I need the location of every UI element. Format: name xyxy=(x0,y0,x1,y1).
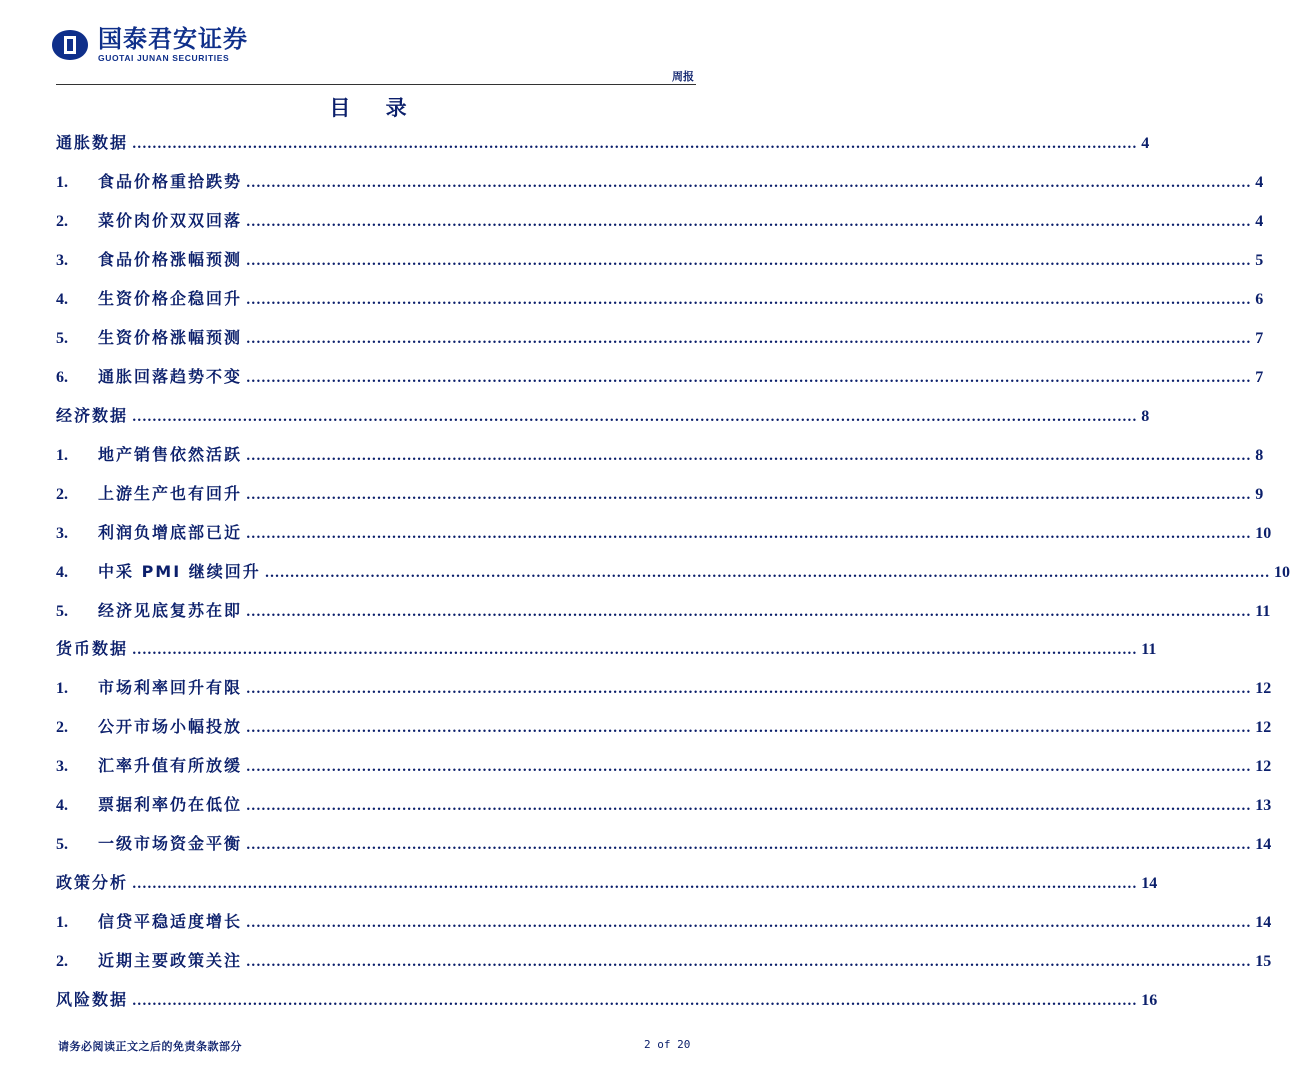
toc-entry[interactable] xyxy=(56,635,1157,659)
toc-entry-label[interactable]: 食品价格重拾跌势 xyxy=(98,172,243,191)
toc-title: 目 录 xyxy=(329,96,421,120)
toc-entry-page: 10 xyxy=(1273,564,1290,581)
toc-entry-label[interactable]: 中采 PMI 继续回升 xyxy=(98,562,261,581)
toc-entry[interactable] xyxy=(56,246,1264,270)
toc-leader-dots: ........................................................................................................................................................................................................ xyxy=(246,838,1252,853)
toc-entry-page: 9 xyxy=(1255,486,1264,503)
toc-entry[interactable] xyxy=(56,168,1264,192)
toc-entry-number: 4. xyxy=(56,564,68,581)
toc-entry[interactable] xyxy=(56,752,1272,776)
toc-entry[interactable] xyxy=(56,674,1272,698)
toc-leader-dots: ........................................................................................................................................................................................................ xyxy=(132,643,1138,658)
toc-entry-page: 14 xyxy=(1255,836,1272,853)
toc-entry-page: 4 xyxy=(1141,135,1150,152)
toc-entry-page: 13 xyxy=(1255,797,1272,814)
report-type-label: 周报 xyxy=(672,70,694,83)
toc-entry-label[interactable]: 经济数据 xyxy=(56,406,129,425)
toc-leader-dots: ........................................................................................................................................................................................................ xyxy=(132,410,1138,425)
toc-entry-number: 2. xyxy=(56,719,68,736)
toc-entry-label[interactable]: 政策分析 xyxy=(56,873,129,892)
toc-leader-dots: ........................................................................................................................................................................................................ xyxy=(246,371,1252,386)
toc-entry-number: 1. xyxy=(56,447,68,464)
toc-entry-label[interactable]: 地产销售依然活跃 xyxy=(98,445,243,464)
toc-entry-label[interactable]: 市场利率回升有限 xyxy=(98,678,243,697)
toc-entry-page: 14 xyxy=(1141,875,1158,892)
company-name-en: GUOTAI JUNAN SECURITIES xyxy=(98,53,230,63)
toc-entry-label[interactable]: 货币数据 xyxy=(56,639,129,658)
toc-leader-dots: ........................................................................................................................................................................................................ xyxy=(246,760,1252,775)
toc-leader-dots: ........................................................................................................................................................................................................ xyxy=(246,488,1252,503)
toc-entry-page: 7 xyxy=(1255,330,1264,347)
toc-entry-number: 2. xyxy=(56,486,68,503)
toc-leader-dots: ........................................................................................................................................................................................................ xyxy=(132,877,1138,892)
toc-entry[interactable] xyxy=(56,285,1264,309)
toc-entry-number: 1. xyxy=(56,680,68,697)
toc-entry-page: 12 xyxy=(1255,719,1272,736)
toc-entry-number: 1. xyxy=(56,174,68,191)
toc-entry-number: 6. xyxy=(56,369,68,386)
toc-entry-page: 8 xyxy=(1141,408,1150,425)
toc-entry-page: 4 xyxy=(1255,174,1264,191)
toc-leader-dots: ........................................................................................................................................................................................................ xyxy=(246,955,1252,970)
toc-entry-label[interactable]: 菜价肉价双双回落 xyxy=(98,211,243,230)
footer-page-info: 2 of 20 xyxy=(644,1038,691,1051)
toc-entry-label[interactable]: 票据利率仍在低位 xyxy=(98,795,243,814)
toc-entry-label[interactable]: 生资价格企稳回升 xyxy=(98,289,243,308)
toc-entry-label[interactable]: 一级市场资金平衡 xyxy=(98,834,243,853)
toc-entry-label[interactable]: 风险数据 xyxy=(56,990,129,1009)
toc-entry[interactable] xyxy=(56,441,1264,465)
toc-entry-page: 14 xyxy=(1255,914,1272,931)
toc-entry-page: 8 xyxy=(1255,447,1264,464)
toc-entry-label[interactable]: 通胀回落趋势不变 xyxy=(98,367,243,386)
toc-entry-label[interactable]: 上游生产也有回升 xyxy=(98,484,243,503)
company-name-cn: 国泰君安证券 xyxy=(98,25,248,53)
toc-leader-dots: ........................................................................................................................................................................................................ xyxy=(246,215,1252,230)
toc-leader-dots: ........................................................................................................................................................................................................ xyxy=(246,605,1252,620)
toc-leader-dots: ........................................................................................................................................................................................................ xyxy=(246,176,1252,191)
toc-entry-number: 3. xyxy=(56,252,68,269)
toc-entry-page: 4 xyxy=(1255,213,1264,230)
toc-entry-page: 11 xyxy=(1141,641,1157,658)
toc-entry-label[interactable]: 汇率升值有所放缓 xyxy=(98,756,243,775)
toc-entry-page: 5 xyxy=(1255,252,1264,269)
toc-entry-label[interactable]: 食品价格涨幅预测 xyxy=(98,250,243,269)
toc-leader-dots: ........................................................................................................................................................................................................ xyxy=(246,682,1252,697)
toc-entry-page: 12 xyxy=(1255,680,1272,697)
footer-disclaimer: 请务必阅读正文之后的免责条款部分 xyxy=(58,1040,242,1053)
toc-entry-page: 12 xyxy=(1255,758,1272,775)
page-header xyxy=(0,0,800,90)
toc-entry-number: 3. xyxy=(56,525,68,542)
toc-entry-number: 2. xyxy=(56,953,68,970)
toc-entry[interactable] xyxy=(56,947,1272,971)
toc-entry[interactable] xyxy=(56,597,1271,621)
toc-entry[interactable] xyxy=(56,519,1272,543)
toc-entry-number: 5. xyxy=(56,836,68,853)
toc-entry-label[interactable]: 信贷平稳适度增长 xyxy=(98,912,243,931)
toc-entry[interactable] xyxy=(56,402,1150,426)
logo-mark-icon xyxy=(50,28,90,62)
toc-entry-label[interactable]: 经济见底复苏在即 xyxy=(98,601,243,620)
toc-entry[interactable] xyxy=(56,363,1264,387)
toc-leader-dots: ........................................................................................................................................................................................................ xyxy=(246,254,1252,269)
toc-entry-number: 4. xyxy=(56,797,68,814)
toc-entry-label[interactable]: 近期主要政策关注 xyxy=(98,951,243,970)
toc-entry-page: 11 xyxy=(1255,603,1271,620)
toc-leader-dots: ........................................................................................................................................................................................................ xyxy=(132,994,1138,1009)
toc-entry[interactable] xyxy=(56,830,1272,854)
toc-entry[interactable] xyxy=(56,986,1158,1010)
company-logo xyxy=(50,26,248,63)
toc-entry-page: 10 xyxy=(1255,525,1272,542)
header-divider xyxy=(56,84,696,85)
toc-entry[interactable] xyxy=(56,129,1150,153)
toc-entry-label[interactable]: 生资价格涨幅预测 xyxy=(98,328,243,347)
toc-entry[interactable] xyxy=(56,324,1264,348)
toc-entry[interactable] xyxy=(56,207,1264,231)
toc-leader-dots: ........................................................................................................................................................................................................ xyxy=(246,527,1252,542)
toc-leader-dots: ........................................................................................................................................................................................................ xyxy=(246,916,1252,931)
toc-entry-page: 15 xyxy=(1255,953,1272,970)
toc-entry-number: 1. xyxy=(56,914,68,931)
toc-entry-label[interactable]: 通胀数据 xyxy=(56,133,129,152)
toc-entry[interactable] xyxy=(56,908,1272,932)
toc-entry[interactable] xyxy=(56,869,1158,893)
toc-entry-number: 5. xyxy=(56,330,68,347)
toc-leader-dots: ........................................................................................................................................................................................................ xyxy=(246,332,1252,347)
toc-entry-number: 4. xyxy=(56,291,68,308)
toc-entry-page: 6 xyxy=(1255,291,1264,308)
toc-entry[interactable] xyxy=(56,713,1272,737)
toc-entry-number: 2. xyxy=(56,213,68,230)
toc-entry-number: 5. xyxy=(56,603,68,620)
toc-leader-dots: ........................................................................................................................................................................................................ xyxy=(264,566,1270,581)
toc-entry-label[interactable]: 利润负增底部已近 xyxy=(98,523,243,542)
toc-entry-page: 7 xyxy=(1255,369,1264,386)
toc-leader-dots: ........................................................................................................................................................................................................ xyxy=(246,449,1252,464)
toc-entry-page: 16 xyxy=(1141,992,1158,1009)
toc-entry[interactable] xyxy=(56,558,1290,582)
toc-entry[interactable] xyxy=(56,480,1264,504)
toc-leader-dots: ........................................................................................................................................................................................................ xyxy=(132,137,1138,152)
toc-entry-number: 3. xyxy=(56,758,68,775)
toc-entry[interactable] xyxy=(56,791,1272,815)
toc-leader-dots: ........................................................................................................................................................................................................ xyxy=(246,721,1252,736)
toc-leader-dots: ........................................................................................................................................................................................................ xyxy=(246,799,1252,814)
toc-leader-dots: ........................................................................................................................................................................................................ xyxy=(246,293,1252,308)
toc-entry-label[interactable]: 公开市场小幅投放 xyxy=(98,717,243,736)
